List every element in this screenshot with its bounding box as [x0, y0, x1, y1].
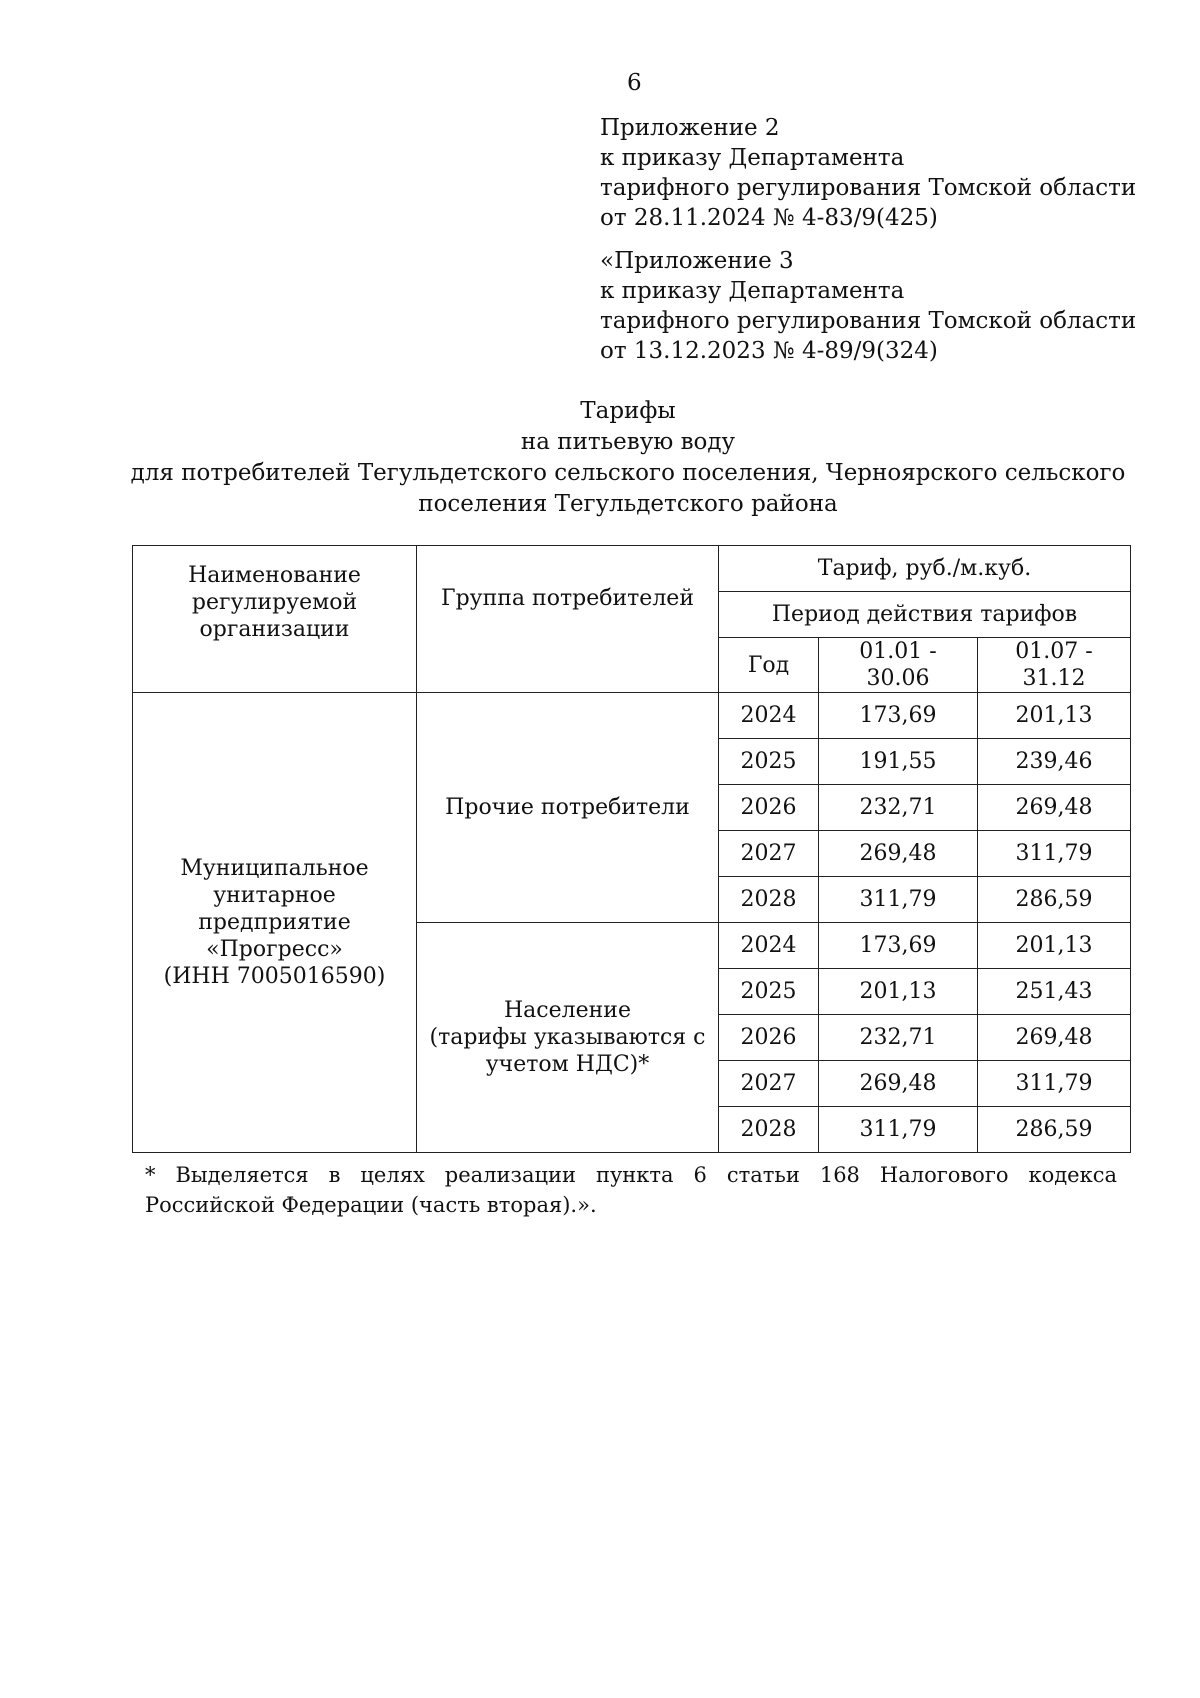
year-cell: 2028	[719, 1107, 819, 1153]
table-row	[133, 693, 1131, 739]
title-line: Тарифы	[580, 398, 676, 424]
tariff-first-half-cell: 173,69	[819, 693, 978, 739]
tariff-second-half-cell: 286,59	[978, 1107, 1131, 1153]
page-number: 6	[627, 70, 642, 96]
consumer-group-line: учетом НДС)*	[485, 1052, 650, 1077]
organization-line: унитарное предприятие	[198, 883, 351, 935]
tariff-second-half-cell: 251,43	[978, 969, 1131, 1015]
title-line: поселения Тегульдетского района	[418, 491, 838, 517]
year-cell: 2026	[719, 1015, 819, 1061]
footnote: * Выделяется в целях реализации пункта 6 статьи 168 Налогового кодекса Российской Федерации (часть вторая).».	[145, 1163, 1117, 1217]
appendix-original-line: тарифного регулирования Томской области	[600, 308, 1137, 334]
header-org	[133, 546, 417, 693]
tariff-second-half-cell: 201,13	[978, 923, 1131, 969]
tariff-second-half-cell: 269,48	[978, 1015, 1131, 1061]
organization-line: Муниципальное	[180, 856, 369, 881]
appendix-current-line: от 28.11.2024 № 4-83/9(425)	[600, 205, 938, 231]
header-group	[417, 546, 719, 693]
tariff-second-half-cell: 239,46	[978, 739, 1131, 785]
year-cell: 2027	[719, 1061, 819, 1107]
tariff-second-half-cell: 286,59	[978, 877, 1131, 923]
year-cell: 2026	[719, 785, 819, 831]
document-title	[0, 396, 1200, 520]
appendix-current-line: к приказу Департамента	[600, 145, 905, 171]
tariff-table-body	[133, 546, 1131, 1153]
tariff-first-half-cell: 173,69	[819, 923, 978, 969]
consumer-group-cell	[417, 923, 719, 1153]
tariff-second-half-cell: 311,79	[978, 831, 1131, 877]
tariff-first-half-cell: 201,13	[819, 969, 978, 1015]
tariff-table	[132, 545, 1131, 1153]
year-cell: 2024	[719, 693, 819, 739]
header-first-half: 01.01 - 30.06	[819, 638, 978, 693]
organization-cell	[133, 693, 417, 1153]
year-cell: 2024	[719, 923, 819, 969]
tariff-first-half-cell: 311,79	[819, 1107, 978, 1153]
tariff-first-half-cell: 232,71	[819, 785, 978, 831]
consumer-group-line: (тарифы указываются с	[429, 1025, 706, 1050]
appendix-original-header	[600, 246, 1136, 366]
consumer-group-cell	[417, 693, 719, 923]
year-cell: 2028	[719, 877, 819, 923]
organization-line: (ИНН 7005016590)	[163, 964, 386, 989]
tariff-first-half-cell: 269,48	[819, 831, 978, 877]
consumer-group-line: Население	[504, 998, 631, 1023]
tariff-second-half-cell: 269,48	[978, 785, 1131, 831]
appendix-original-line: от 13.12.2023 № 4-89/9(324)	[600, 338, 938, 364]
tariff-first-half-cell: 232,71	[819, 1015, 978, 1061]
tariff-first-half-cell: 311,79	[819, 877, 978, 923]
tariff-second-half-cell: 311,79	[978, 1061, 1131, 1107]
year-cell: 2025	[719, 739, 819, 785]
tariff-first-half-cell: 269,48	[819, 1061, 978, 1107]
title-line: на питьевую воду	[520, 429, 736, 455]
header-org-label: Наименование регулируемой организации	[188, 562, 361, 642]
tariff-second-half-cell: 201,13	[978, 693, 1131, 739]
appendix-current-line: Приложение 2	[600, 115, 780, 141]
appendix-original-line: «Приложение 3	[600, 248, 794, 274]
year-cell: 2027	[719, 831, 819, 877]
organization-line: «Прогресс»	[206, 937, 343, 962]
tariff-first-half-cell: 191,55	[819, 739, 978, 785]
header-second-half: 01.07 - 31.12	[978, 638, 1131, 693]
header-tariff: Тариф, руб./м.куб.	[719, 546, 1131, 592]
table-header-row	[133, 546, 1131, 592]
appendix-current-line: тарифного регулирования Томской области	[600, 175, 1137, 201]
header-year: Год	[719, 638, 819, 693]
title-line: для потребителей Тегульдетского сельского поселения, Черноярского сельского	[130, 460, 1126, 486]
appendix-current-header	[600, 113, 1136, 233]
header-period: Период действия тарифов	[719, 592, 1131, 638]
appendix-original-line: к приказу Департамента	[600, 278, 905, 304]
year-cell: 2025	[719, 969, 819, 1015]
header-group-label: Группа потребителей	[441, 586, 694, 611]
consumer-group-line: Прочие потребители	[445, 795, 690, 820]
